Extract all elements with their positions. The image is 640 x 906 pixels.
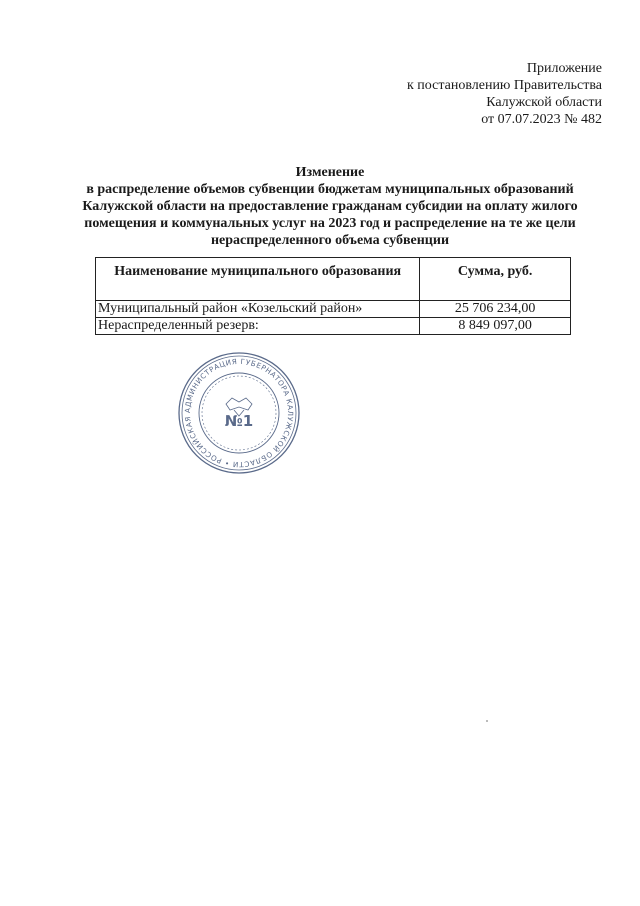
- seal-ring-text: АДМИНИСТРАЦИЯ ГУБЕРНАТОРА КАЛУЖСКОЙ ОБЛАСТИ • РОССИЙСКАЯ: [182, 356, 296, 470]
- appendix-resolution: к постановлению Правительства: [406, 78, 602, 93]
- table-row: [96, 318, 571, 335]
- table-header-row: [96, 258, 571, 301]
- document-title: [60, 164, 600, 249]
- row-municipality-name: Муниципальный район «Козельский район»: [96, 301, 420, 318]
- column-header-name: Наименование муниципального образования: [96, 258, 420, 301]
- title-line-1: в распределение объемов субвенции бюджетам муниципальных образований: [86, 182, 574, 197]
- appendix-header: [302, 60, 602, 128]
- row-amount: 25 706 234,00: [420, 301, 571, 318]
- official-seal-stamp: [176, 350, 302, 476]
- column-header-sum: Сумма, руб.: [420, 258, 571, 301]
- title-line-4: нераспределенного объема субвенции: [210, 233, 450, 248]
- row-amount: 8 849 097,00: [420, 318, 571, 335]
- scan-speck: [486, 720, 488, 722]
- distribution-table: [95, 257, 571, 335]
- title-line-2: Калужской области на предоставление гражданам субсидии на оплату жилого: [82, 199, 578, 214]
- table-row: [96, 301, 571, 318]
- row-municipality-name: Нераспределенный резерв:: [96, 318, 420, 335]
- appendix-date-number: от 07.07.2023 № 482: [481, 112, 602, 127]
- appendix-label: Приложение: [526, 61, 602, 76]
- seal-svg: [176, 350, 302, 476]
- title-heading: Изменение: [295, 165, 365, 180]
- seal-center-number: №1: [224, 412, 254, 430]
- title-line-3: помещения и коммунальных услуг на 2023 год и распределение на те же цели: [84, 216, 576, 231]
- appendix-region: Калужской области: [486, 95, 602, 110]
